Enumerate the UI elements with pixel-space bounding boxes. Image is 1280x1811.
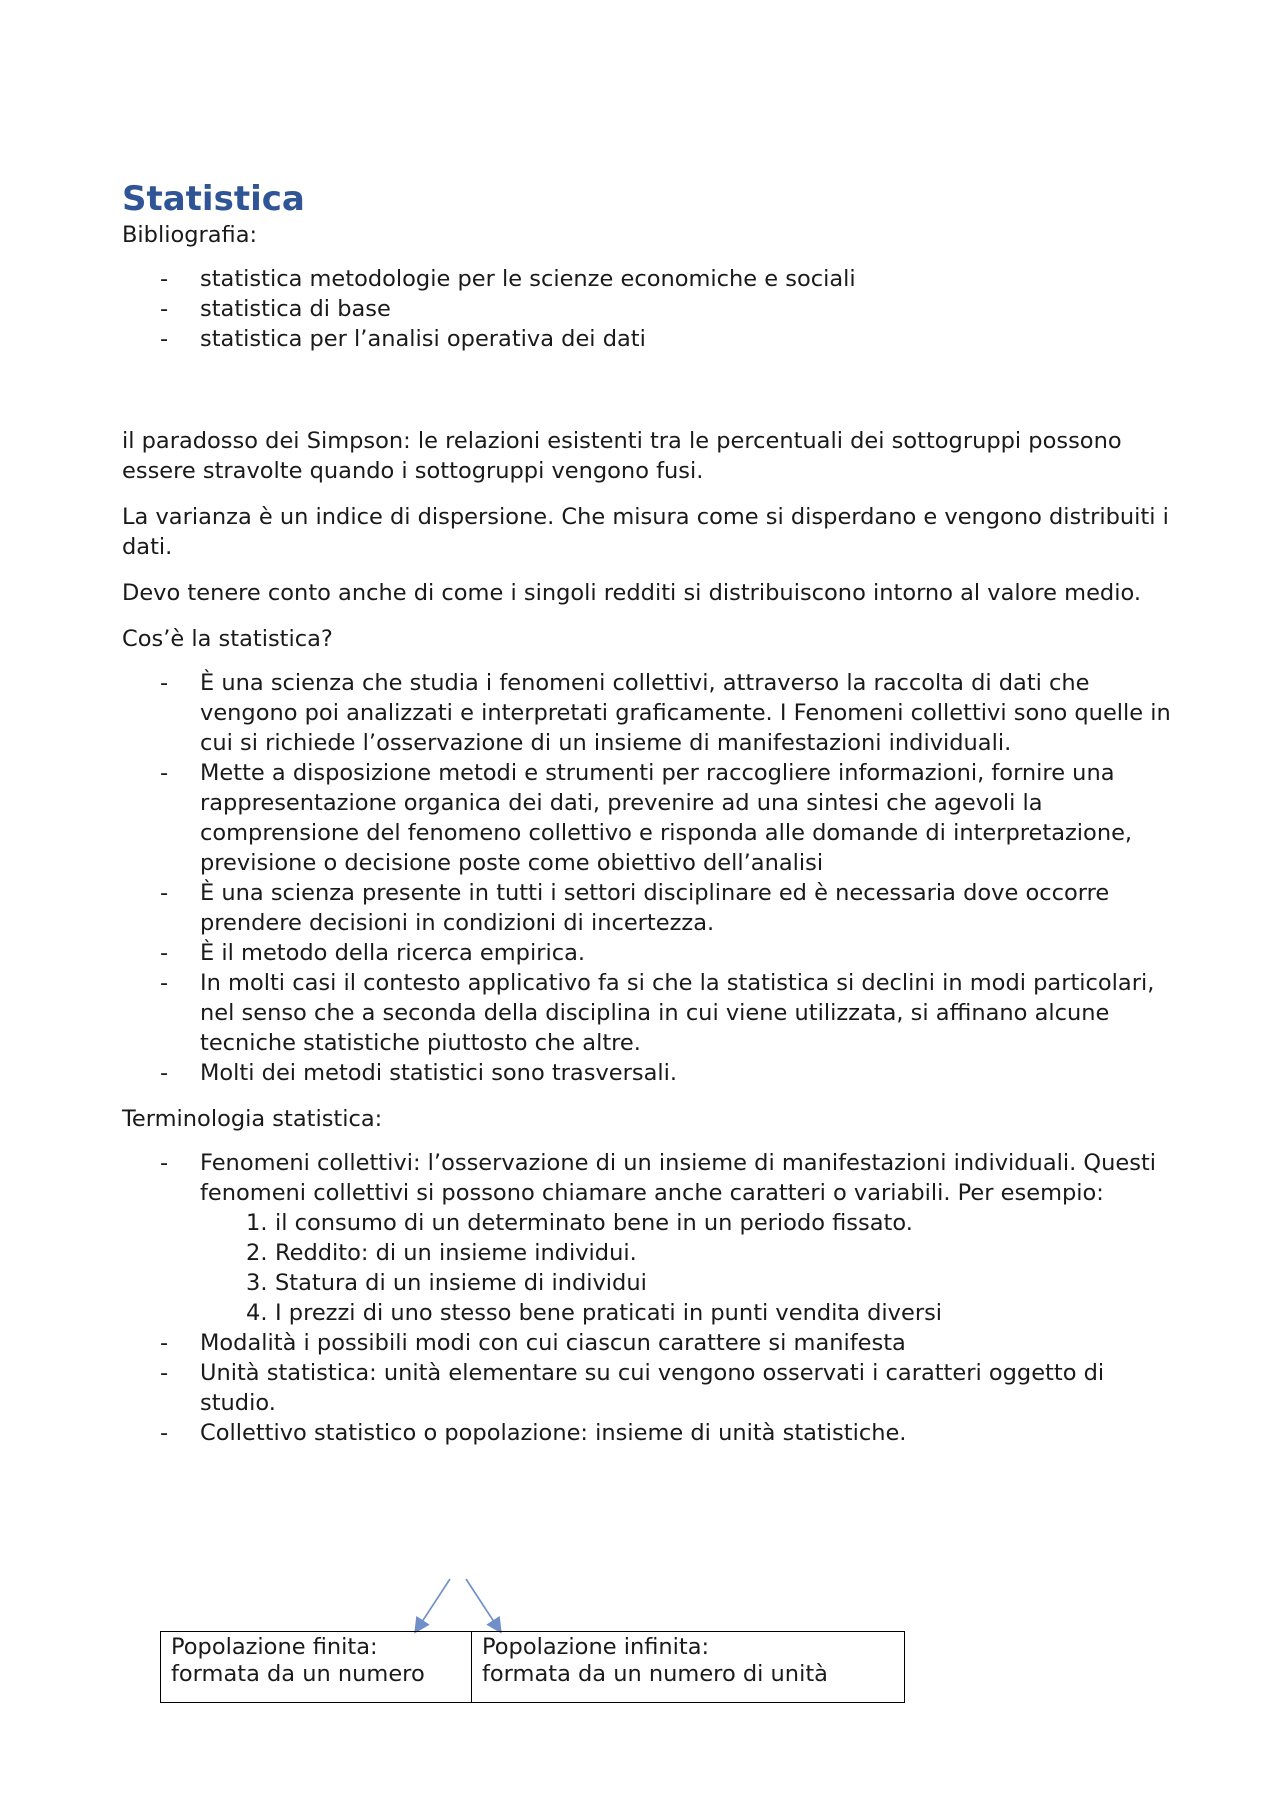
dash-bullet: -: [160, 760, 169, 786]
list-item: - statistica di base: [160, 296, 391, 322]
paragraph-simpson: il paradosso dei Simpson: le relazioni esistenti tra le percentuali dei sottogruppi possono essere stravolte quando i sottogruppi vengono fusi.: [122, 428, 1122, 484]
list-item: - Modalità i possibili modi con cui ciascun carattere si manifesta: [160, 1330, 906, 1356]
list-item: - Molti dei metodi statistici sono trasversali.: [160, 1060, 678, 1086]
list-item: - È una scienza che studia i fenomeni collettivi, attraverso la raccolta di dati che vengono poi analizzati e interpretati graficamente. I Fenomeni collettivi sono quelle in cui si richiede l’osservazione di un insieme di manifestazioni individuali.: [160, 670, 1171, 756]
numbered-item: 1. il consumo di un determinato bene in un periodo fissato.: [246, 1210, 913, 1236]
terminology-heading: Terminologia statistica:: [122, 1106, 383, 1132]
list-item: - È una scienza presente in tutti i settori disciplinare ed è necessaria dove occorre prendere decisioni in condizioni di incertezza.: [160, 880, 1110, 936]
list-item: - Mette a disposizione metodi e strumenti per raccogliere informazioni, fornire una rappresentazione organica dei dati, prevenire ad una sintesi che agevoli la comprensione del fenomeno collettivo e risponda alle domande di interpretazione, previsione o decisione poste come obiettivo dell’analisi: [160, 760, 1133, 876]
dash-bullet: -: [160, 1420, 169, 1446]
list-item: - È il metodo della ricerca empirica.: [160, 940, 586, 966]
dash-bullet: -: [160, 670, 169, 696]
dash-bullet: -: [160, 326, 169, 352]
list-item: - In molti casi il contesto applicativo fa si che la statistica si declini in modi particolari, nel senso che a seconda della disciplina in cui viene utilizzata, si affinano alcune tecniche statistiche piuttosto che altre.: [160, 970, 1155, 1056]
examples-list: [200, 1208, 1182, 1328]
bibliography-list: [122, 264, 1182, 354]
infinite-population-cell: Popolazione infinita: formata da un numero di unità: [482, 1634, 828, 1687]
document-body: [122, 178, 1182, 1464]
bibliography-heading: Bibliografia:: [122, 222, 258, 248]
list-item: - statistica metodologie per le scienze economiche e sociali: [160, 266, 856, 292]
dash-bullet: -: [160, 940, 169, 966]
what-is-list: [122, 668, 1182, 1088]
list-item: - Unità statistica: unità elementare su cui vengono osservati i caratteri oggetto di studio.: [160, 1360, 1105, 1416]
terminology-list: [122, 1148, 1182, 1448]
dash-bullet: -: [160, 1150, 169, 1176]
list-item: - Fenomeni collettivi: l’osservazione di un insieme di manifestazioni individuali. Questi fenomeni collettivi si possono chiamare anche caratteri o variabili. Per esempio: 1. il consumo di un determinato bene in un periodo fissato. 2. Reddito: di un insieme individui. 3. Statura di un insieme di individui 4. I prezzi di uno stesso bene praticati in punti vendita diversi: [122, 1148, 1182, 1328]
what-is-heading: Cos’è la statistica?: [122, 626, 333, 652]
dash-bullet: -: [160, 880, 169, 906]
population-table: [160, 1631, 905, 1703]
dash-bullet: -: [160, 1360, 169, 1386]
dash-bullet: -: [160, 970, 169, 996]
finite-population-cell: Popolazione finita: formata da un numero: [161, 1632, 472, 1702]
list-item: - Collettivo statistico o popolazione: insieme di unità statistiche.: [160, 1420, 907, 1446]
dash-bullet: -: [160, 1060, 169, 1086]
numbered-item: 4. I prezzi di uno stesso bene praticati in punti vendita diversi: [246, 1300, 943, 1326]
dash-bullet: -: [160, 296, 169, 322]
paragraph-varianza: La varianza è un indice di dispersione. Che misura come si disperdano e vengono distribuiti i dati.: [122, 504, 1169, 560]
list-item: - statistica per l’analisi operativa dei dati: [160, 326, 646, 352]
numbered-item: 3. Statura di un insieme di individui: [246, 1270, 647, 1296]
arrow-right: [466, 1579, 500, 1631]
arrow-left: [416, 1579, 450, 1631]
dash-bullet: -: [160, 266, 169, 292]
paragraph-redditi: Devo tenere conto anche di come i singoli redditi si distribuiscono intorno al valore medio.: [122, 580, 1141, 606]
page-title: Statistica: [122, 179, 305, 219]
numbered-item: 2. Reddito: di un insieme individui.: [246, 1240, 637, 1266]
dash-bullet: -: [160, 1330, 169, 1356]
